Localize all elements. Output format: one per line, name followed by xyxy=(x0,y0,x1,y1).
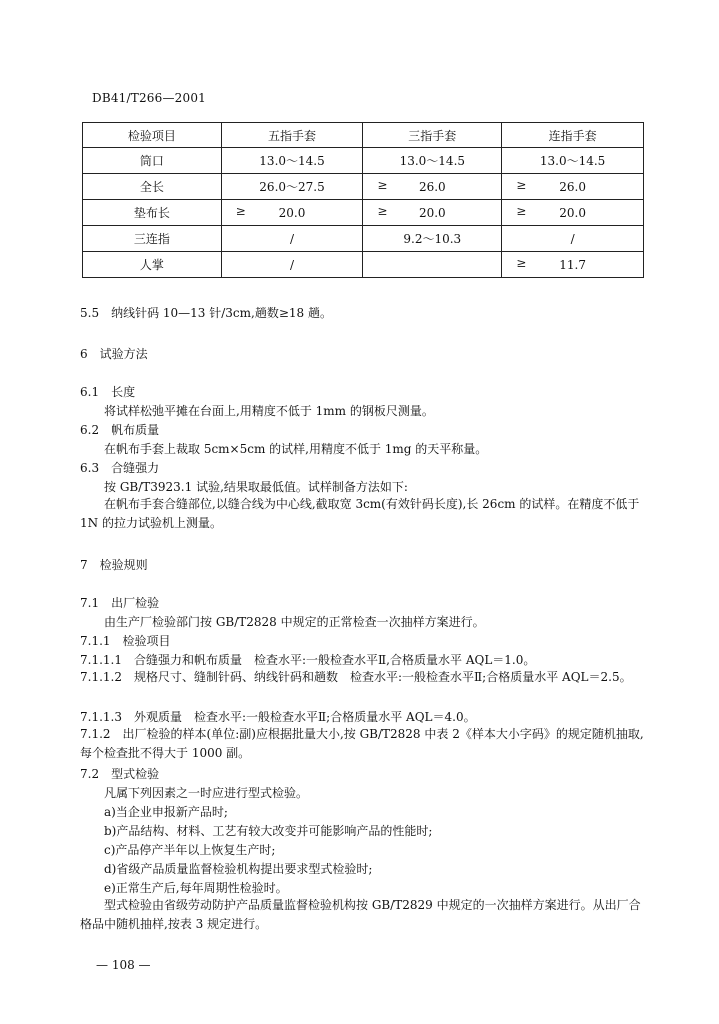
table-cell xyxy=(363,252,502,278)
clause-7-1-1-2: 7.1.1.2 规格尺寸、缝制针码、纳线针码和趟数 检查水平:一般检查水平Ⅱ;合格质量水平 AQL＝2.5。 xyxy=(80,670,632,684)
clause-7-1-1-heading: 7.1.1 检验项目 xyxy=(80,634,171,648)
column-header: 五指手套 xyxy=(221,123,363,148)
table-cell xyxy=(221,200,363,226)
table-cell: / xyxy=(502,226,644,252)
row-label: 三连指 xyxy=(83,226,222,252)
list-item: d)省级产品质量监督检验机构提出要求型式检验时; xyxy=(104,862,373,876)
list-item: a)当企业申报新产品时; xyxy=(104,805,228,819)
clause-6-2-heading: 6.2 帆布质量 xyxy=(80,423,160,437)
clause-7-1-1-1: 7.1.1.1 合缝强力和帆布质量 检查水平:一般检查水平Ⅱ,合格质量水平 AQL＝1.0。 xyxy=(80,653,536,667)
clause-7-2-heading: 7.2 型式检验 xyxy=(80,767,160,781)
row-label: 全长 xyxy=(83,174,222,200)
clause-7-2-intro: 凡属下列因素之一时应进行型式检验。 xyxy=(104,786,309,800)
ge-symbol: ≥ xyxy=(516,204,527,218)
clause-6-3-heading: 6.3 合缝强力 xyxy=(80,461,160,475)
cell-value: 20.0 xyxy=(559,205,586,220)
cell-value: 26.0 xyxy=(559,179,586,194)
clause-7-1-heading: 7.1 出厂检验 xyxy=(80,596,160,610)
table-row xyxy=(83,200,644,226)
table-cell: 13.0～14.5 xyxy=(221,148,363,174)
clause-7-1-1-3: 7.1.1.3 外观质量 检查水平:一般检查水平Ⅱ;合格质量水平 AQL＝4.0。 xyxy=(80,710,476,724)
row-label: 筒口 xyxy=(83,148,222,174)
table-cell xyxy=(502,174,644,200)
ge-symbol: ≥ xyxy=(377,178,388,192)
table-row xyxy=(83,226,644,252)
table-header-row xyxy=(83,123,644,148)
cell-value: 11.7 xyxy=(559,257,586,272)
row-label: 人掌 xyxy=(83,252,222,278)
cell-value: 26.0 xyxy=(418,179,446,194)
clause-7-2-paragraph: 型式检验由省级劳动防护产品质量监督检验机构按 GB/T2829 中规定的一次抽样方案进行。从出厂合格品中随机抽样,按表 3 规定进行。 xyxy=(80,898,641,931)
table-row xyxy=(83,174,644,200)
row-label: 垫布长 xyxy=(83,200,222,226)
clause-6-1-heading: 6.1 长度 xyxy=(80,385,136,399)
column-header: 三指手套 xyxy=(363,123,502,148)
ge-symbol: ≥ xyxy=(235,204,246,218)
list-item: e)正常生产后,每年周期性检验时。 xyxy=(104,881,288,895)
ge-symbol: ≥ xyxy=(516,256,527,270)
clause-5-5: 5.5 纳线针码 10—13 针/3cm,趟数≥18 趟。 xyxy=(80,306,332,320)
table-cell xyxy=(363,174,502,200)
table-cell xyxy=(502,252,644,278)
document-code: DB41/T266—2001 xyxy=(92,91,206,105)
table-cell: 13.0～14.5 xyxy=(363,148,502,174)
cell-value: 20.0 xyxy=(418,205,446,220)
list-item: c)产品停产半年以上恢复生产时; xyxy=(104,843,276,857)
spec-table xyxy=(82,122,644,278)
table-cell xyxy=(502,200,644,226)
column-header: 连指手套 xyxy=(502,123,644,148)
table-cell: 9.2～10.3 xyxy=(363,226,502,252)
cell-value: 20.0 xyxy=(278,205,306,220)
section-heading-7: 7 检验规则 xyxy=(80,558,148,572)
list-item: b)产品结构、材料、工艺有较大改变并可能影响产品的性能时; xyxy=(104,824,433,838)
clause-7-1-2: 7.1.2 出厂检验的样本(单位:副)应根据批量大小,按 GB/T2828 中表 2《样本大小字码》的规定随机抽取,每个检查批不得大于 1000 副。 xyxy=(80,727,644,760)
page-number: — 108 — xyxy=(96,958,151,972)
section-heading-6: 6 试验方法 xyxy=(80,347,148,361)
column-header: 检验项目 xyxy=(83,123,222,148)
clause-7-1-text: 由生产厂检验部门按 GB/T2828 中规定的正常检查一次抽样方案进行。 xyxy=(104,615,485,629)
clause-6-3-paragraph: 在帆布手套合缝部位,以缝合线为中心线,截取宽 3cm(有效针码长度),长 26cm 的试样。在精度不低于 1N 的拉力试验机上测量。 xyxy=(80,497,640,530)
clause-6-3-text: 按 GB/T3923.1 试验,结果取最低值。试样制备方法如下: xyxy=(104,480,408,494)
clause-6-1-text: 将试样松弛平摊在台面上,用精度不低于 1mm 的钢板尺测量。 xyxy=(104,404,434,418)
ge-symbol: ≥ xyxy=(377,204,388,218)
table-cell: 13.0～14.5 xyxy=(502,148,644,174)
clause-6-2-text: 在帆布手套上裁取 5cm×5cm 的试样,用精度不低于 1mg 的天平称量。 xyxy=(104,442,488,456)
table-cell xyxy=(363,200,502,226)
table-row xyxy=(83,252,644,278)
table-row xyxy=(83,148,644,174)
table-cell: / xyxy=(221,226,363,252)
table-cell: / xyxy=(221,252,363,278)
table-cell: 26.0～27.5 xyxy=(221,174,363,200)
ge-symbol: ≥ xyxy=(516,178,527,192)
